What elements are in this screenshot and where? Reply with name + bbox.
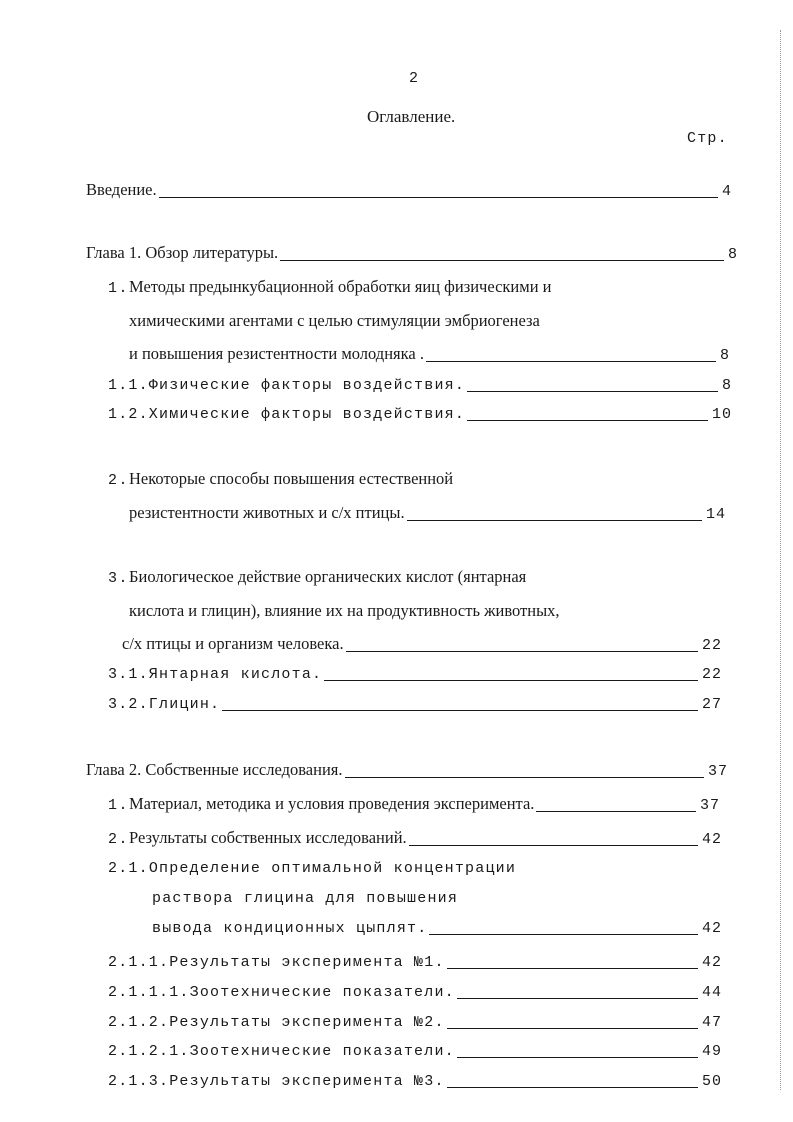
toc-entry-page: 42 [701,920,722,937]
toc-entry-text: 2.1.1.Результаты эксперимента №1. [108,954,445,971]
toc-entry-text: 2.1.3.Результаты эксперимента №3. [108,1073,445,1090]
toc-entry-number: 1. [108,797,130,814]
toc-entry-3-1[interactable] [108,666,722,683]
toc-entry-page: 14 [705,506,726,523]
leader-line [447,1087,698,1088]
toc-entry-page: 8 [727,246,738,263]
toc-entry-text: 1.1.Физические факторы воздействия. [108,377,466,394]
toc-entry-text: и повышения резистентности молодняка . [129,344,424,363]
leader-line [159,197,718,198]
toc-title: Оглавление. [367,107,456,126]
toc-entry-page: 50 [701,1073,722,1090]
toc-entry-page: 8 [721,377,732,394]
toc-entry-1-2[interactable] [108,406,732,423]
toc-entry-page: 22 [701,666,722,683]
toc-entry-page: 22 [701,637,722,654]
toc-entry-1-line-3[interactable] [129,344,730,364]
toc-entry-chapter-1[interactable] [86,243,738,263]
toc-entry-text: Определение оптимальной концентрации [148,860,517,877]
toc-entry-text: Материал, методика и условия проведения эксперимента. [129,794,535,813]
toc-entry-text: вывода кондиционных цыплят. [152,920,428,937]
toc-entry-page: 42 [701,831,722,848]
toc-entry-page: 37 [699,797,720,814]
leader-line [346,651,698,652]
toc-entry-ch2-1[interactable] [108,794,720,814]
toc-entry-text: резистентности животных и с/х птицы. [129,503,405,522]
toc-entry-number: 2.1. [108,860,149,877]
scan-edge-artifact [779,30,781,1090]
toc-entry-3-2[interactable] [108,696,722,713]
toc-entry-text: Глава 1. Обзор литературы. [86,243,279,262]
toc-entry-text: 1.2.Химические факторы воздействия. [108,406,466,423]
toc-entry-1-line-1 [108,277,551,297]
toc-entry-ch2-2[interactable] [108,828,722,848]
toc-entry-2-line-2[interactable] [129,503,726,523]
toc-entry-page: 8 [719,347,730,364]
toc-entry-text: Введение. [86,180,157,199]
leader-line [536,811,696,812]
toc-entry-2-1-2[interactable] [108,1014,722,1031]
toc-entry-number: 1. [108,280,130,297]
toc-entry-text: 2.1.2.Результаты эксперимента №2. [108,1014,445,1031]
leader-line [467,420,708,421]
toc-entry-introduction[interactable] [86,180,732,200]
toc-entry-page: 44 [701,984,722,1001]
toc-entry-page: 37 [707,763,728,780]
toc-entry-text: с/х птицы и организм человека. [122,634,344,653]
toc-entry-2-1-line-2: раствора глицина для повышения [152,890,459,907]
leader-line [467,391,718,392]
toc-entry-2-line-1 [108,469,453,489]
toc-entry-2-1-1-1[interactable] [108,984,722,1001]
leader-line [447,1028,698,1029]
leader-line [447,968,698,969]
toc-entry-page: 49 [701,1043,722,1060]
toc-entry-text: 3.1.Янтарная кислота. [108,666,323,683]
toc-entry-page: 27 [701,696,722,713]
toc-entry-text: 2.1.1.1.Зоотехнические показатели. [108,984,455,1001]
toc-entry-page: 42 [701,954,722,971]
toc-entry-page: 4 [721,183,732,200]
toc-entry-1-line-2: химическими агентами с целью стимуляции эмбриогенеза [129,311,540,330]
page-column-label: Стр. [687,130,728,147]
leader-line [280,260,724,261]
toc-entry-text: 2.1.2.1.Зоотехнические показатели. [108,1043,455,1060]
toc-entry-2-1-2-1[interactable] [108,1043,722,1060]
toc-entry-text: 3.2.Глицин. [108,696,221,713]
toc-entry-3-line-1 [108,567,526,587]
leader-line [457,998,698,999]
toc-entry-text: Результаты собственных исследований. [129,828,407,847]
toc-entry-page: 47 [701,1014,722,1031]
toc-entry-text: Некоторые способы повышения естественной [129,469,454,488]
toc-entry-2-1-1[interactable] [108,954,722,971]
toc-entry-chapter-2[interactable] [86,760,728,780]
toc-entry-3-line-3[interactable] [122,634,722,654]
leader-line [426,361,716,362]
leader-line [407,520,702,521]
toc-entry-number: 3. [108,570,130,587]
toc-entry-3-line-2: кислота и глицин), влияние их на продуктивность животных, [129,601,560,620]
toc-entry-text: Глава 2. Собственные исследования. [86,760,343,779]
leader-line [222,710,698,711]
toc-entry-text: Биологическое действие органических кислот (янтарная [129,567,527,586]
toc-entry-page: 10 [711,406,732,423]
toc-entry-2-1-3[interactable] [108,1073,722,1090]
leader-line [409,845,698,846]
toc-entry-number: 2. [108,831,130,848]
toc-entry-text: Методы предынкубационной обработки яиц физическими и [129,277,552,296]
leader-line [429,934,698,935]
page-number: 2 [409,70,420,87]
toc-entry-1-1[interactable] [108,377,732,394]
leader-line [324,680,698,681]
toc-entry-2-1-line-3[interactable] [152,920,722,937]
toc-entry-2-1-line-1 [108,860,516,877]
toc-entry-number: 2. [108,472,130,489]
leader-line [345,777,704,778]
leader-line [457,1057,698,1058]
